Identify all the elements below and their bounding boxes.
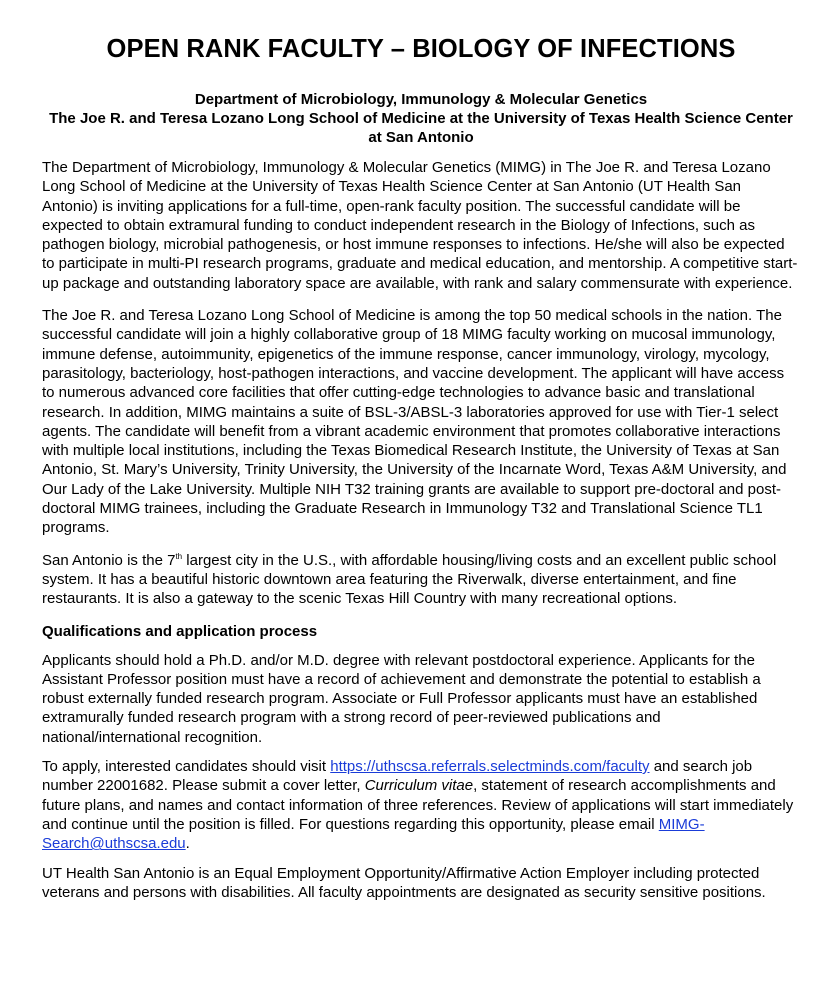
curriculum-vitae-text: Curriculum vitae <box>364 777 474 795</box>
school-paragraph: The Joe R. and Teresa Lozano Long School of Medicine is among the top 50 medical schools in the nation. The successful candidate will join a highly collaborative group of 18 MIMG faculty working on mucosal immunology, immune defense, autoimmunity, epigenetics of the immune response, cancer immunology, virology, mycology, parasitology, bacteriology, host-pathogen interactions, and vaccine development. The applicant will have access to numerous advanced core facilities that offer cutting-edge technologies to advance basic and translational research. In addition, MIMG maintains a suite of BSL-3/ABSL-3 laboratories approved for use with Tier-1 select agents. The candidate will benefit from a vibrant academic environment that promotes collaborative interactions with multiple local institutions, including the Texas Biomedical Research Institute, the University of Texas at San Antonio, St. Mary’s University, Trinity University, the University of the Incarnate Word, Texas A&M University, and Our Lady of the Lake University. Multiple NIH T32 training grants are available to support pre-doctoral and post-doctoral MIMG trainees, including the Graduate Research in Immunology T32 and Translational Science TL1 programs. <box>42 307 787 537</box>
faculty-referrals-link[interactable]: https://uthscsa.referrals.selectminds.com/faculty <box>330 758 650 776</box>
city-paragraph <box>42 551 800 609</box>
application-paragraph <box>42 757 800 853</box>
ordinal-suffix: th <box>175 551 183 561</box>
apply-text-end: . <box>185 835 190 853</box>
intro-paragraph: The Department of Microbiology, Immunology & Molecular Genetics (MIMG) in The Joe R. and Teresa Lozano Long School of Medicine at the University of Texas Health Science Center at San Antonio (UT Health San Antonio) is inviting applications for a full-time, open-rank faculty position. The successful candidate will be expected to obtain extramural funding to conduct independent research in the Biology of Infections, such as pathogen biology, microbial pathogenesis, or host immune responses to infections. He/she will also be expected to participate in multi-PI research programs, graduate and medical education, and mentorship. A competitive start-up package and outstanding laboratory space are available, with rank and salary commensurate with experience. <box>42 159 798 292</box>
qualifications-heading: Qualifications and application process <box>42 622 318 640</box>
apply-text-after: , statement of research accomplishments and future plans, and names and contact information of three references. Review of applications will start immediately and continue until the position is filled. For questions regarding this opportunity, please email <box>42 777 794 833</box>
department-header <box>42 90 800 147</box>
school-name: The Joe R. and Teresa Lozano Long School of Medicine at the University of Texas Health Science Center at San Antonio <box>49 110 793 146</box>
qualifications-paragraph: Applicants should hold a Ph.D. and/or M.D. degree with relevant postdoctoral experience. Applicants for the Assistant Professor position must have a record of achievement and demonstrate the potential to establish a robust externally funded research program. Associate or Full Professor applicants must have an established extramurally funded research program with a strong record of peer-reviewed publications and national/international recognition. <box>42 651 761 746</box>
document-title: OPEN RANK FACULTY – BIOLOGY OF INFECTIONS <box>106 35 736 63</box>
apply-text-start: To apply, interested candidates should visit <box>42 758 331 776</box>
city-text-start: San Antonio is the 7 <box>42 551 176 569</box>
department-name: Department of Microbiology, Immunology & Molecular Genetics <box>194 91 648 108</box>
apply-text-middle: and search job number 22001682. Please submit a cover letter, <box>42 758 753 795</box>
eeo-paragraph: UT Health San Antonio is an Equal Employment Opportunity/Affirmative Action Employer including protected veterans and persons with disabilities. All faculty appointments are designated as security sensitive positions. <box>42 864 766 901</box>
contact-email-link[interactable]: MIMG-Search@uthscsa.edu <box>42 815 705 853</box>
city-text-rest: largest city in the U.S., with affordable housing/living costs and an excellent public school system. It has a beautiful historic downtown area featuring the Riverwalk, diverse entertainment, and fine restaurants. It is also a gateway to the scenic Texas Hill Country with many recreational options. <box>42 551 777 608</box>
